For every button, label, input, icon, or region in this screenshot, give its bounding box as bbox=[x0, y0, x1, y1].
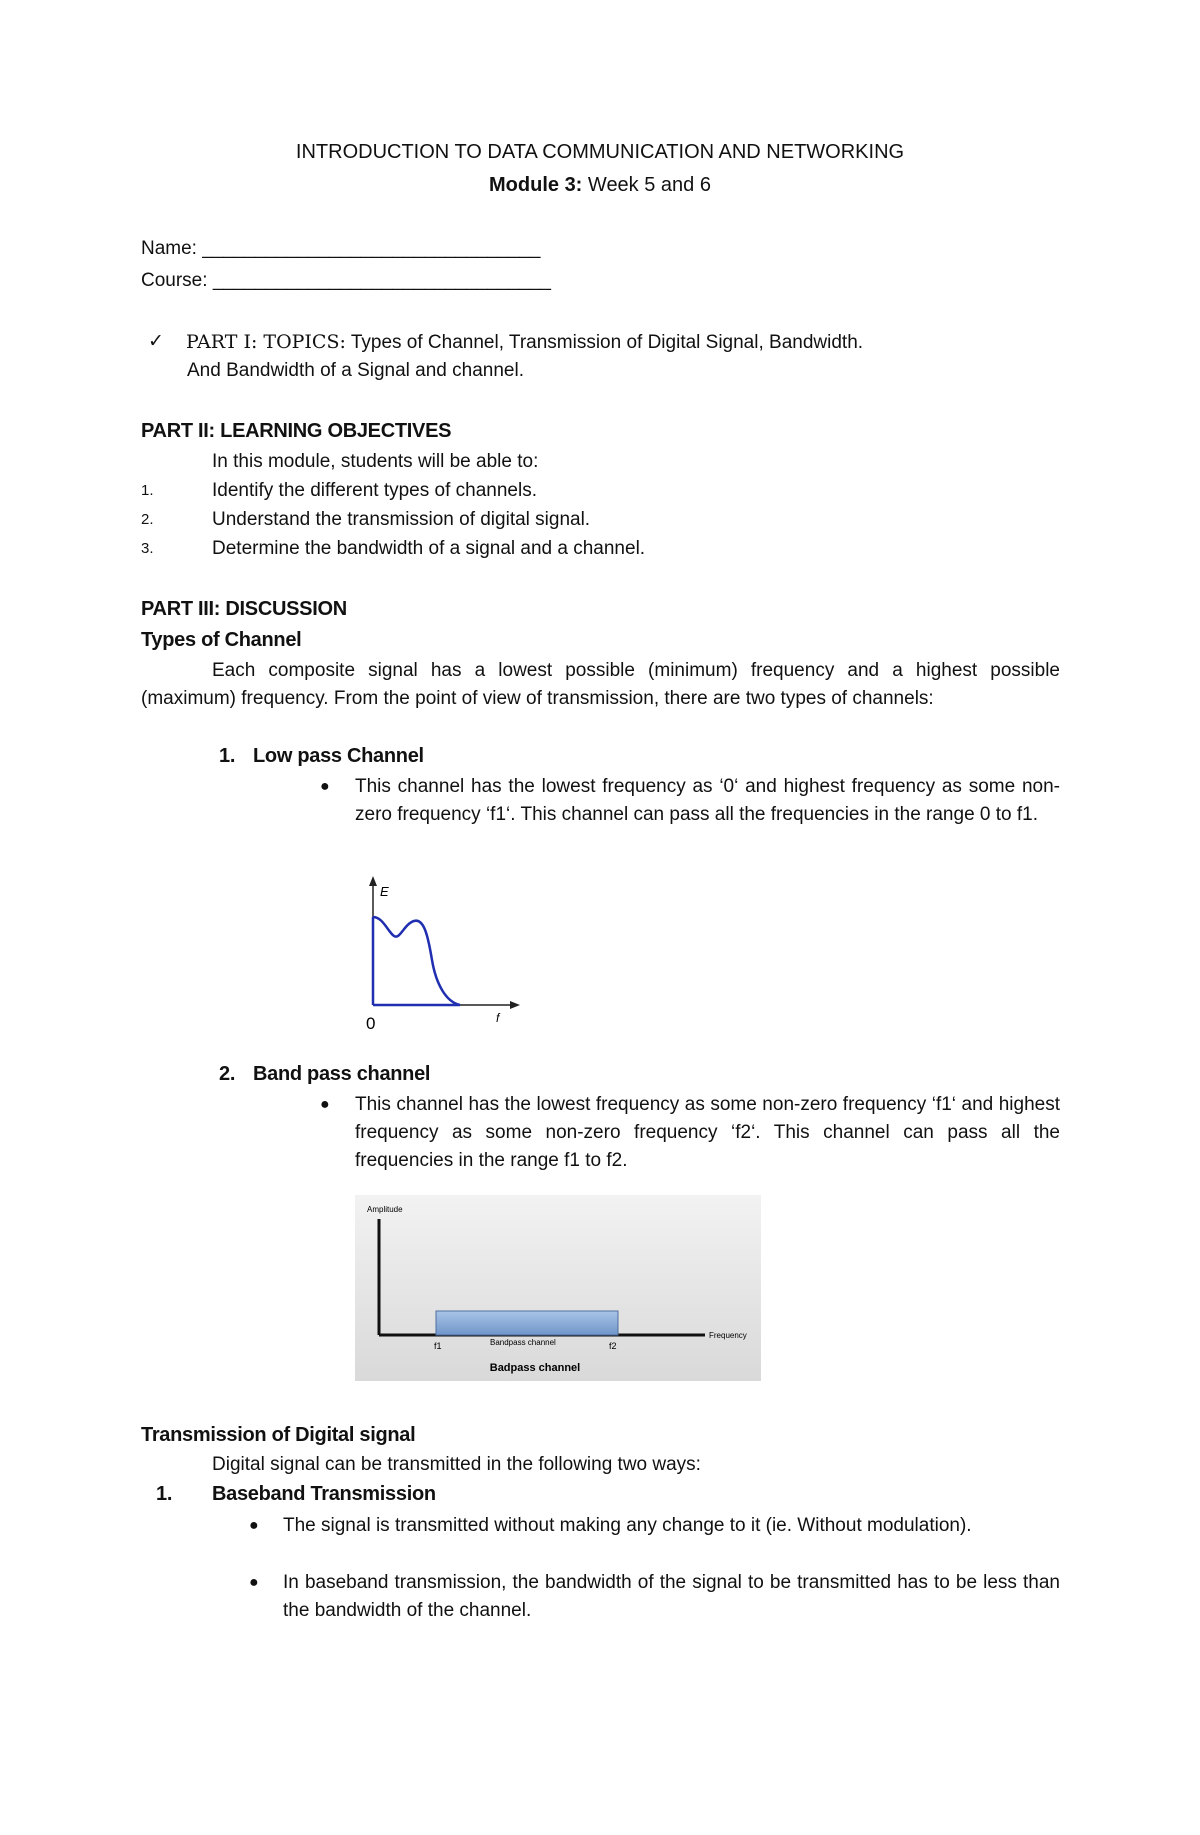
part1-topics: Types of Channel, Transmission of Digital Signal, Bandwidth. bbox=[350, 332, 864, 353]
f2-label: f2 bbox=[609, 1341, 617, 1351]
course-blank: ________________________________ bbox=[212, 270, 551, 291]
baseband-title: Baseband Transmission bbox=[212, 1483, 436, 1505]
lowpass-figure bbox=[358, 872, 528, 1032]
types-of-channel-heading: Types of Channel bbox=[141, 629, 302, 651]
module-weeks: Week 5 and 6 bbox=[587, 174, 711, 196]
bandpass-label: Bandpass channel bbox=[490, 1338, 556, 1347]
objective-number: 1. bbox=[141, 482, 154, 499]
x-axis-arrow-icon bbox=[510, 1001, 520, 1009]
lowpass-title: Low pass Channel bbox=[253, 745, 424, 767]
objective-item: Identify the different types of channels. bbox=[212, 480, 537, 501]
lowpass-curve bbox=[373, 917, 460, 1005]
bullet-icon: ● bbox=[320, 778, 330, 795]
figure-caption: Badpass channel bbox=[489, 1362, 581, 1374]
baseband-bullet: The signal is transmitted without making any change to it (ie. Without modulation). bbox=[283, 1515, 972, 1536]
name-label: Name: bbox=[141, 238, 197, 259]
objective-item: Determine the bandwidth of a signal and a channel. bbox=[212, 538, 646, 559]
transmission-intro: Digital signal can be transmitted in the following two ways: bbox=[212, 1454, 701, 1475]
types-paragraph: Each composite signal has a lowest possible (minimum) frequency and a highest possible (maximum) frequency. From the point of view of transmission, there are two types of channels: bbox=[141, 660, 1060, 709]
bullet-icon: ● bbox=[249, 1574, 259, 1591]
y-axis-arrow-icon bbox=[369, 876, 377, 886]
bullet-icon: ● bbox=[320, 1096, 330, 1113]
objectives-intro: In this module, students will be able to: bbox=[212, 451, 539, 472]
lowpass-description: This channel has the lowest frequency as ‘0‘ and highest frequency as some non-zero frequency ‘f1‘. This channel can pass all the frequencies in the range 0 to f1. bbox=[355, 776, 1060, 825]
y-axis-label: E bbox=[380, 884, 389, 899]
course-field bbox=[141, 270, 551, 292]
bandpass-title: Band pass channel bbox=[253, 1063, 431, 1085]
lowpass-number: 1. bbox=[219, 745, 236, 767]
passband-rect bbox=[436, 1311, 618, 1335]
baseband-bullet: In baseband transmission, the bandwidth of the signal to be transmitted has to be less than the bandwidth of the channel. bbox=[283, 1572, 1060, 1621]
transmission-heading: Transmission of Digital signal bbox=[141, 1424, 416, 1446]
name-blank: ________________________________ bbox=[202, 238, 541, 259]
module-label: Module 3: bbox=[489, 174, 583, 196]
figure-background bbox=[355, 1195, 761, 1381]
x-axis-label: f bbox=[496, 1011, 500, 1025]
f1-label: f1 bbox=[434, 1341, 442, 1351]
baseband-number: 1. bbox=[156, 1483, 173, 1505]
bandpass-figure bbox=[355, 1195, 761, 1381]
bullet-icon: ● bbox=[249, 1517, 259, 1534]
amplitude-label: Amplitude bbox=[367, 1205, 403, 1214]
name-field bbox=[141, 238, 540, 260]
document-title: INTRODUCTION TO DATA COMMUNICATION AND NETWORKING bbox=[295, 141, 905, 163]
course-label: Course: bbox=[141, 270, 208, 291]
part1-label: PART I: TOPICS: bbox=[186, 331, 346, 353]
part2-heading: PART II: LEARNING OBJECTIVES bbox=[141, 420, 452, 442]
part1-topics-cont: And Bandwidth of a Signal and channel. bbox=[187, 360, 524, 381]
origin-label: 0 bbox=[366, 1014, 376, 1032]
module-line bbox=[0, 174, 1200, 197]
part3-heading: PART III: DISCUSSION bbox=[141, 598, 347, 620]
objective-number: 3. bbox=[141, 540, 154, 557]
part1-line bbox=[186, 331, 863, 354]
frequency-label: Frequency bbox=[709, 1331, 747, 1340]
objective-item: Understand the transmission of digital signal. bbox=[212, 509, 591, 530]
bandpass-number: 2. bbox=[219, 1063, 236, 1085]
bandpass-description: This channel has the lowest frequency as some non-zero frequency ‘f1‘ and highest frequency as some non-zero frequency ‘f2‘. This channel can pass all the frequencies in the range f1 to f2. bbox=[355, 1094, 1060, 1171]
objective-number: 2. bbox=[141, 511, 154, 528]
checkmark-icon: ✓ bbox=[148, 331, 164, 352]
